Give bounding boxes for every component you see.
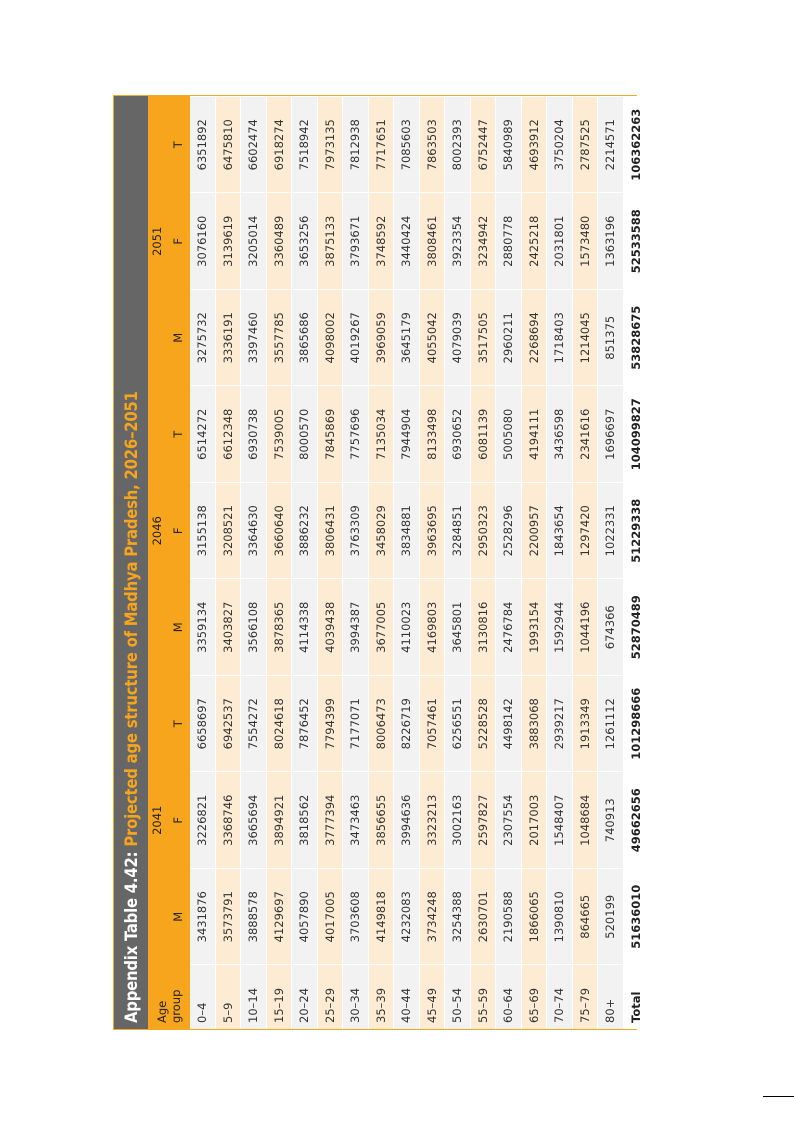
- value-cell: 1548407: [547, 772, 573, 869]
- value-cell: 3865686: [292, 290, 318, 387]
- age-group-cell: 40–44: [394, 965, 420, 1029]
- value-cell: 3440424: [394, 193, 420, 290]
- value-cell: 2307554: [496, 772, 522, 869]
- total-row: [623, 97, 649, 1030]
- value-cell: 7973135: [317, 97, 343, 194]
- age-group-cell: 80+: [598, 965, 624, 1029]
- table-row: [215, 97, 241, 1030]
- value-cell: 3793671: [343, 193, 369, 290]
- value-cell: 4019267: [343, 290, 369, 387]
- value-cell: 1573480: [572, 193, 598, 290]
- value-cell: 3994636: [394, 772, 420, 869]
- age-group-cell: Total: [623, 965, 649, 1029]
- value-cell: 3155138: [190, 483, 215, 580]
- page-number-rule: [763, 1096, 794, 1097]
- value-cell: 3002163: [445, 772, 471, 869]
- value-cell: 3368746: [215, 772, 241, 869]
- value-cell: 2268694: [521, 290, 547, 387]
- sex-header: M: [166, 869, 190, 966]
- table-title: [114, 96, 148, 1029]
- value-cell: 1696697: [598, 386, 624, 483]
- value-cell: 3573791: [215, 869, 241, 966]
- age-group-cell: 10–14: [241, 965, 267, 1029]
- value-cell: 3557785: [266, 290, 292, 387]
- value-cell: 3734248: [419, 869, 445, 966]
- value-cell: 2425218: [521, 193, 547, 290]
- value-cell: 3923354: [445, 193, 471, 290]
- value-cell: 6081139: [470, 386, 496, 483]
- value-cell: 851375: [598, 290, 624, 387]
- value-cell: 6256551: [445, 676, 471, 773]
- value-cell: 3208521: [215, 483, 241, 580]
- value-cell: 4498142: [496, 676, 522, 773]
- age-group-cell: 75–79: [572, 965, 598, 1029]
- value-cell: 2787525: [572, 97, 598, 194]
- value-cell: 7135034: [368, 386, 394, 483]
- value-cell: 7717651: [368, 97, 394, 194]
- value-cell: 3665694: [241, 772, 267, 869]
- value-cell: 1261112: [598, 676, 624, 773]
- value-cell: 2597827: [470, 772, 496, 869]
- value-cell: 8000570: [292, 386, 318, 483]
- value-cell: 3397460: [241, 290, 267, 387]
- value-cell: 7845869: [317, 386, 343, 483]
- value-cell: 2476784: [496, 579, 522, 676]
- value-cell: 3130816: [470, 579, 496, 676]
- age-group-cell: 65–69: [521, 965, 547, 1029]
- value-cell: 3431876: [190, 869, 215, 966]
- value-cell: 3473463: [343, 772, 369, 869]
- year-header-2041: 2041: [148, 676, 166, 966]
- value-cell: 3360489: [266, 193, 292, 290]
- value-cell: 3403827: [215, 579, 241, 676]
- sex-header: F: [166, 193, 190, 290]
- value-cell: 3763309: [343, 483, 369, 580]
- value-cell: 7177071: [343, 676, 369, 773]
- value-cell: 3323213: [419, 772, 445, 869]
- value-cell: 3886232: [292, 483, 318, 580]
- value-cell: 4079039: [445, 290, 471, 387]
- value-cell: 2190588: [496, 869, 522, 966]
- value-cell: 1363196: [598, 193, 624, 290]
- value-cell: 4232083: [394, 869, 420, 966]
- value-cell: 3677005: [368, 579, 394, 676]
- value-cell: 2214571: [598, 97, 624, 194]
- value-cell: 2031801: [547, 193, 573, 290]
- value-cell: 2017003: [521, 772, 547, 869]
- value-cell: 674366: [598, 579, 624, 676]
- sex-header: T: [166, 97, 190, 194]
- value-cell: 1718403: [547, 290, 573, 387]
- value-cell: 3139619: [215, 193, 241, 290]
- value-cell: 6918274: [266, 97, 292, 194]
- value-cell: 4110023: [394, 579, 420, 676]
- value-cell: 3254388: [445, 869, 471, 966]
- value-cell: 6475810: [215, 97, 241, 194]
- sex-header: T: [166, 386, 190, 483]
- age-group-cell: 35–39: [368, 965, 394, 1029]
- age-structure-table: [148, 96, 649, 1029]
- value-cell: 3436598: [547, 386, 573, 483]
- value-cell: 1592944: [547, 579, 573, 676]
- value-cell: 3856655: [368, 772, 394, 869]
- table-title-text: Projected age structure of Madhya Pradesh, 2026–2051: [121, 391, 141, 847]
- value-cell: 4098002: [317, 290, 343, 387]
- value-cell: 3808461: [419, 193, 445, 290]
- value-cell: 2341616: [572, 386, 598, 483]
- value-cell: 3336191: [215, 290, 241, 387]
- age-group-cell: 15–19: [266, 965, 292, 1029]
- age-group-cell: 45–49: [419, 965, 445, 1029]
- age-group-cell: 70–74: [547, 965, 573, 1029]
- value-cell: 3875133: [317, 193, 343, 290]
- value-cell: 7876452: [292, 676, 318, 773]
- table-frame: [113, 95, 643, 1030]
- age-group-cell: 25–29: [317, 965, 343, 1029]
- value-cell: 8006473: [368, 676, 394, 773]
- table-row: [470, 97, 496, 1030]
- table-row: [445, 97, 471, 1030]
- value-cell: 7539005: [266, 386, 292, 483]
- value-cell: 4055042: [419, 290, 445, 387]
- value-cell: 6930652: [445, 386, 471, 483]
- value-cell: 3076160: [190, 193, 215, 290]
- value-cell: 4017005: [317, 869, 343, 966]
- value-cell: 3234942: [470, 193, 496, 290]
- value-cell: 740913: [598, 772, 624, 869]
- value-cell: 3894921: [266, 772, 292, 869]
- value-cell: 3834881: [394, 483, 420, 580]
- value-cell: 49662656: [623, 772, 649, 869]
- table-row: [419, 97, 445, 1030]
- table-row: [521, 97, 547, 1030]
- value-cell: 3275732: [190, 290, 215, 387]
- value-cell: 6602474: [241, 97, 267, 194]
- value-cell: 52870489: [623, 579, 649, 676]
- value-cell: 1866065: [521, 869, 547, 966]
- table-row: [241, 97, 267, 1030]
- table-title-prefix: Appendix Table 4.42:: [121, 851, 141, 1023]
- rotated-table-container: [113, 95, 643, 1030]
- value-cell: 7757696: [343, 386, 369, 483]
- value-cell: 3994387: [343, 579, 369, 676]
- value-cell: 3645179: [394, 290, 420, 387]
- value-cell: 3777394: [317, 772, 343, 869]
- value-cell: 1022331: [598, 483, 624, 580]
- value-cell: 4039438: [317, 579, 343, 676]
- value-cell: 7518942: [292, 97, 318, 194]
- value-cell: 1913349: [572, 676, 598, 773]
- value-cell: 101298666: [623, 676, 649, 773]
- year-header-2051: 2051: [148, 97, 166, 387]
- value-cell: 3284851: [445, 483, 471, 580]
- value-cell: 3359134: [190, 579, 215, 676]
- value-cell: 5840989: [496, 97, 522, 194]
- value-cell: 4129697: [266, 869, 292, 966]
- age-group-cell: 60–64: [496, 965, 522, 1029]
- age-group-cell: 50–54: [445, 965, 471, 1029]
- value-cell: 2200957: [521, 483, 547, 580]
- value-cell: 3748592: [368, 193, 394, 290]
- age-group-cell: 0–4: [190, 965, 215, 1029]
- value-cell: 7794399: [317, 676, 343, 773]
- value-cell: 7554272: [241, 676, 267, 773]
- value-cell: 3205014: [241, 193, 267, 290]
- value-cell: 3653256: [292, 193, 318, 290]
- table-row: [547, 97, 573, 1030]
- value-cell: 6514272: [190, 386, 215, 483]
- value-cell: 1843654: [547, 483, 573, 580]
- table-row: [292, 97, 318, 1030]
- value-cell: 2960211: [496, 290, 522, 387]
- value-cell: 3878365: [266, 579, 292, 676]
- age-group-cell: 20–24: [292, 965, 318, 1029]
- sex-header: M: [166, 579, 190, 676]
- value-cell: 6930738: [241, 386, 267, 483]
- value-cell: 3517505: [470, 290, 496, 387]
- value-cell: 7944904: [394, 386, 420, 483]
- value-cell: 3750204: [547, 97, 573, 194]
- table-row: [317, 97, 343, 1030]
- value-cell: 3566108: [241, 579, 267, 676]
- year-header-2046: 2046: [148, 386, 166, 676]
- value-cell: 3806431: [317, 483, 343, 580]
- value-cell: 8002393: [445, 97, 471, 194]
- table-body: [190, 97, 649, 1030]
- value-cell: 864665: [572, 869, 598, 966]
- value-cell: 4169803: [419, 579, 445, 676]
- value-cell: 5228528: [470, 676, 496, 773]
- value-cell: 3364630: [241, 483, 267, 580]
- value-cell: 7863503: [419, 97, 445, 194]
- value-cell: 1297420: [572, 483, 598, 580]
- value-cell: 2880778: [496, 193, 522, 290]
- sex-header: F: [166, 772, 190, 869]
- value-cell: 3458029: [368, 483, 394, 580]
- sex-header: T: [166, 676, 190, 773]
- table-row: [343, 97, 369, 1030]
- value-cell: 53828675: [623, 290, 649, 387]
- value-cell: 8133498: [419, 386, 445, 483]
- value-cell: 3888578: [241, 869, 267, 966]
- value-cell: 6612348: [215, 386, 241, 483]
- value-cell: 6942537: [215, 676, 241, 773]
- table-row: [496, 97, 522, 1030]
- value-cell: 7057461: [419, 676, 445, 773]
- value-cell: 4194111: [521, 386, 547, 483]
- value-cell: 1044196: [572, 579, 598, 676]
- age-group-cell: 5–9: [215, 965, 241, 1029]
- value-cell: 3645801: [445, 579, 471, 676]
- value-cell: 3963695: [419, 483, 445, 580]
- value-cell: 2528296: [496, 483, 522, 580]
- value-cell: 51229338: [623, 483, 649, 580]
- table-row: [394, 97, 420, 1030]
- value-cell: 3818562: [292, 772, 318, 869]
- value-cell: 8226719: [394, 676, 420, 773]
- value-cell: 4693912: [521, 97, 547, 194]
- value-cell: 3883068: [521, 676, 547, 773]
- value-cell: 1048684: [572, 772, 598, 869]
- sex-header: F: [166, 483, 190, 580]
- value-cell: 106362263: [623, 97, 649, 194]
- value-cell: 6351892: [190, 97, 215, 194]
- table-row: [572, 97, 598, 1030]
- value-cell: 2939217: [547, 676, 573, 773]
- age-group-header: Age group: [148, 965, 190, 1029]
- value-cell: 2630701: [470, 869, 496, 966]
- value-cell: 5005080: [496, 386, 522, 483]
- value-cell: 6752447: [470, 97, 496, 194]
- value-cell: 8024618: [266, 676, 292, 773]
- value-cell: 1993154: [521, 579, 547, 676]
- value-cell: 104099827: [623, 386, 649, 483]
- value-cell: 520199: [598, 869, 624, 966]
- value-cell: 7812938: [343, 97, 369, 194]
- value-cell: 6658697: [190, 676, 215, 773]
- value-cell: 1390810: [547, 869, 573, 966]
- value-cell: 4057890: [292, 869, 318, 966]
- value-cell: 2950323: [470, 483, 496, 580]
- table-row: [368, 97, 394, 1030]
- age-group-cell: 30–34: [343, 965, 369, 1029]
- value-cell: 3226821: [190, 772, 215, 869]
- table-row: [266, 97, 292, 1030]
- value-cell: 3969059: [368, 290, 394, 387]
- table-row: [190, 97, 215, 1030]
- age-group-cell: 55–59: [470, 965, 496, 1029]
- value-cell: 7085603: [394, 97, 420, 194]
- value-cell: 3660640: [266, 483, 292, 580]
- value-cell: 4149818: [368, 869, 394, 966]
- value-cell: 51636010: [623, 869, 649, 966]
- value-cell: 1214045: [572, 290, 598, 387]
- value-cell: 52533588: [623, 193, 649, 290]
- value-cell: 4114338: [292, 579, 318, 676]
- table-row: [598, 97, 624, 1030]
- value-cell: 3703608: [343, 869, 369, 966]
- sex-header: M: [166, 290, 190, 387]
